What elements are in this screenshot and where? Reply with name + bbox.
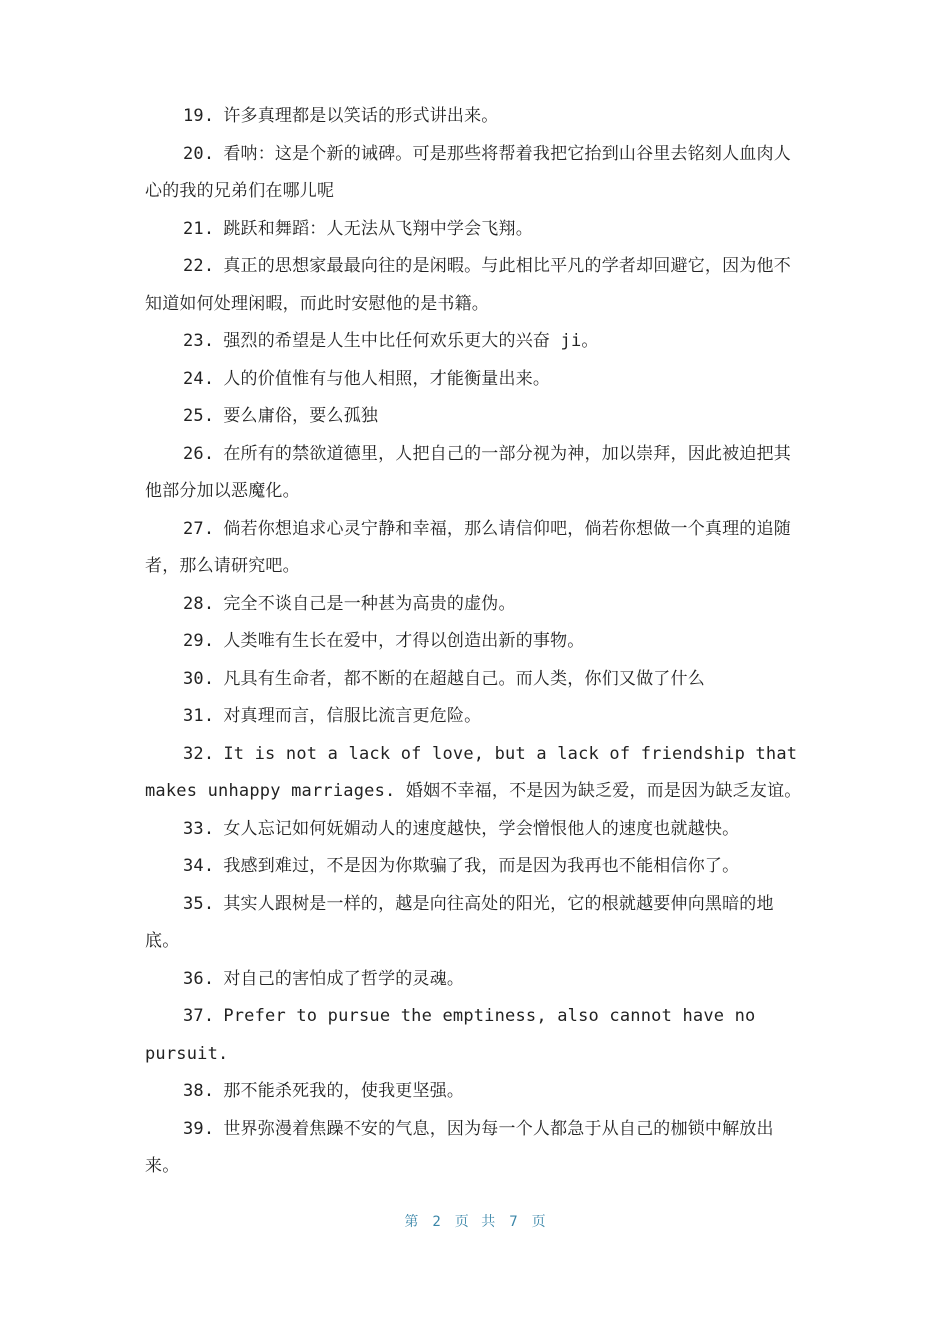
footer-middle: 页 共 [454, 1214, 496, 1230]
paragraph-number: 31. [183, 706, 215, 726]
paragraph-36 [145, 961, 805, 999]
paragraph-text: 强烈的希望是人生中比任何欢乐更大的兴奋 ji。 [223, 331, 599, 351]
paragraph-number: 34. [183, 856, 215, 876]
paragraph-number: 35. [183, 893, 215, 914]
paragraph-number: 21. [183, 218, 215, 239]
paragraph-38 [145, 1073, 805, 1111]
paragraph-text: 对真理而言，信服比流言更危险。 [223, 706, 482, 726]
paragraph-text: 跳跃和舞蹈：人无法从飞翔中学会飞翔。 [223, 218, 533, 239]
footer-suffix: 页 [531, 1214, 546, 1230]
paragraph-21 [145, 211, 805, 249]
paragraph-number: 28. [183, 593, 215, 614]
paragraph-number: 30. [183, 668, 215, 689]
paragraph-number: 23. [183, 331, 215, 351]
paragraph-23 [145, 323, 805, 361]
paragraph-number: 36. [183, 968, 215, 989]
paragraph-27 [145, 511, 805, 586]
paragraph-number: 29. [183, 631, 215, 651]
paragraph-text: 女人忘记如何妩媚动人的速度越快，学会憎恨他人的速度也就越快。 [223, 818, 740, 839]
paragraph-text: 人的价值惟有与他人相照，才能衡量出来。 [223, 368, 551, 389]
paragraph-text: 完全不谈自己是一种甚为高贵的虚伪。 [223, 593, 516, 614]
paragraph-24 [145, 361, 805, 399]
page-footer [0, 1211, 950, 1231]
paragraph-26 [145, 436, 805, 511]
paragraph-32 [145, 736, 805, 811]
paragraph-text: It is not a lack of love, but a lack of friendship that makes unhappy marriages. 婚姻不幸福，不是因为缺乏爱，而是因为缺乏友谊。 [145, 743, 802, 801]
paragraph-text: 对自己的害怕成了哲学的灵魂。 [223, 968, 465, 989]
paragraph-number: 22. [183, 256, 215, 276]
footer-prefix: 第 [404, 1214, 419, 1230]
paragraph-text: 要么庸俗，要么孤独 [223, 406, 379, 426]
footer-total-pages: 7 [509, 1214, 518, 1230]
paragraph-text: 倘若你想追求心灵宁静和幸福，那么请信仰吧，倘若你想做一个真理的追随者，那么请研究吧。 [145, 518, 791, 576]
paragraph-text: 其实人跟树是一样的，越是向往高处的阳光，它的根就越要伸向黑暗的地底。 [145, 893, 774, 951]
paragraph-22 [145, 248, 805, 323]
paragraph-number: 26. [183, 443, 215, 464]
paragraph-number: 32. [183, 743, 215, 764]
paragraph-33 [145, 811, 805, 849]
paragraph-text: Prefer to pursue the emptiness, also cannot have no pursuit. [145, 1006, 756, 1064]
paragraph-number: 39. [183, 1118, 215, 1139]
paragraph-number: 19. [183, 106, 215, 126]
paragraph-35 [145, 886, 805, 961]
paragraph-text: 许多真理都是以笑话的形式讲出来。 [223, 106, 499, 126]
paragraph-number: 24. [183, 368, 215, 389]
paragraph-29 [145, 623, 805, 661]
document-body [145, 98, 805, 1186]
paragraph-number: 37. [183, 1006, 215, 1026]
paragraph-text: 真正的思想家最最向往的是闲暇。与此相比平凡的学者却回避它，因为他不知道如何处理闲暇，而此时安慰他的是书籍。 [145, 256, 791, 314]
footer-page-number: 2 [432, 1214, 441, 1230]
paragraph-text: 凡具有生命者，都不断的在超越自己。而人类，你们又做了什么 [223, 668, 705, 689]
paragraph-number: 20. [183, 143, 215, 164]
paragraph-text: 看呐：这是个新的诫碑。可是那些将帮着我把它抬到山谷里去铭刻人血肉人心的我的兄弟们在哪儿呢 [145, 143, 791, 201]
paragraph-text: 那不能杀死我的，使我更坚强。 [223, 1081, 465, 1101]
paragraph-number: 25. [183, 406, 215, 426]
paragraph-text: 世界弥漫着焦躁不安的气息，因为每一个人都急于从自己的枷锁中解放出来。 [145, 1118, 774, 1176]
paragraph-31 [145, 698, 805, 736]
paragraph-text: 在所有的禁欲道德里，人把自己的一部分视为神，加以崇拜，因此被迫把其他部分加以恶魔化。 [145, 443, 791, 501]
paragraph-number: 27. [183, 518, 215, 539]
paragraph-20 [145, 136, 805, 211]
paragraph-34 [145, 848, 805, 886]
paragraph-19 [145, 98, 805, 136]
paragraph-28 [145, 586, 805, 624]
paragraph-30 [145, 661, 805, 699]
paragraph-number: 38. [183, 1081, 215, 1101]
paragraph-39 [145, 1111, 805, 1186]
paragraph-37 [145, 998, 805, 1073]
paragraph-number: 33. [183, 818, 215, 839]
paragraph-25 [145, 398, 805, 436]
paragraph-text: 我感到难过，不是因为你欺骗了我，而是因为我再也不能相信你了。 [223, 856, 740, 876]
paragraph-text: 人类唯有生长在爱中，才得以创造出新的事物。 [223, 631, 585, 651]
